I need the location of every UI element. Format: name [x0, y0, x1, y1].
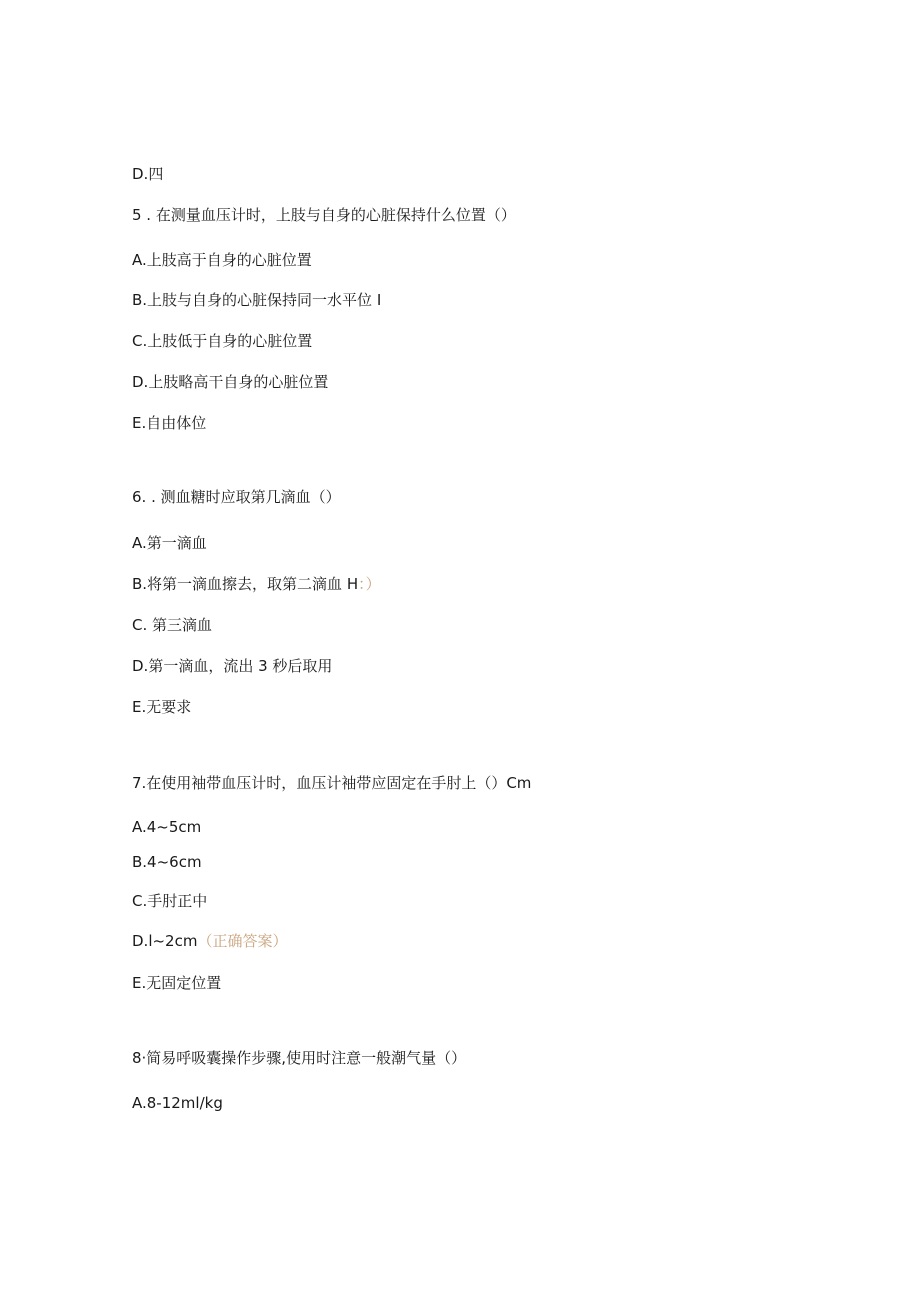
- option-e-q6: E.无要求: [132, 698, 192, 716]
- question-7: 7.在使用袖带血压计时，血压计袖带应固定在手肘上（）Cm: [132, 774, 532, 792]
- question-6: 6. . 测血糖时应取第几滴血（）: [132, 488, 341, 506]
- option-b-q6-text: B.将第一滴血擦去，取第二滴血 H: [132, 575, 359, 593]
- option-b-q6: [132, 574, 381, 594]
- option-e-q7: E.无固定位置: [132, 974, 222, 992]
- option-a-q5: A.上肢高于自身的心脏位置: [132, 251, 312, 269]
- option-d-q7-text: D.l~2cm: [132, 932, 198, 950]
- option-d-q6: D.第一滴血，流出 3 秒后取用: [132, 657, 333, 675]
- option-b-q7: B.4~6cm: [132, 853, 202, 871]
- option-c-q5: C.上肢低于自身的心脏位置: [132, 332, 313, 350]
- option-a-q6: A.第一滴血: [132, 534, 207, 552]
- question-8: 8·简易呼吸囊操作步骤,使用时注意一般潮气量（）: [132, 1049, 467, 1067]
- option-e-q5: E.自由体位: [132, 414, 207, 432]
- question-5: 5 . 在测量血压计时，上肢与自身的心脏保持什么位置（）: [132, 206, 516, 224]
- option-c-q7: C.手肘正中: [132, 892, 208, 910]
- option-a-q8: A.8-12ml/kg: [132, 1094, 223, 1112]
- correct-answer-label-q7: （正确答案）: [197, 932, 288, 950]
- option-d-q4: D.四: [132, 165, 164, 183]
- option-d-q7: [132, 931, 287, 951]
- option-a-q7: A.4~5cm: [132, 818, 202, 836]
- answer-mark-q6: ：）: [358, 575, 381, 593]
- option-c-q6: C. 第三滴血: [132, 616, 213, 634]
- option-b-q5: B.上肢与自身的心脏保持同一水平位 I: [132, 291, 382, 309]
- option-d-q5: D.上肢略高干自身的心脏位置: [132, 373, 329, 391]
